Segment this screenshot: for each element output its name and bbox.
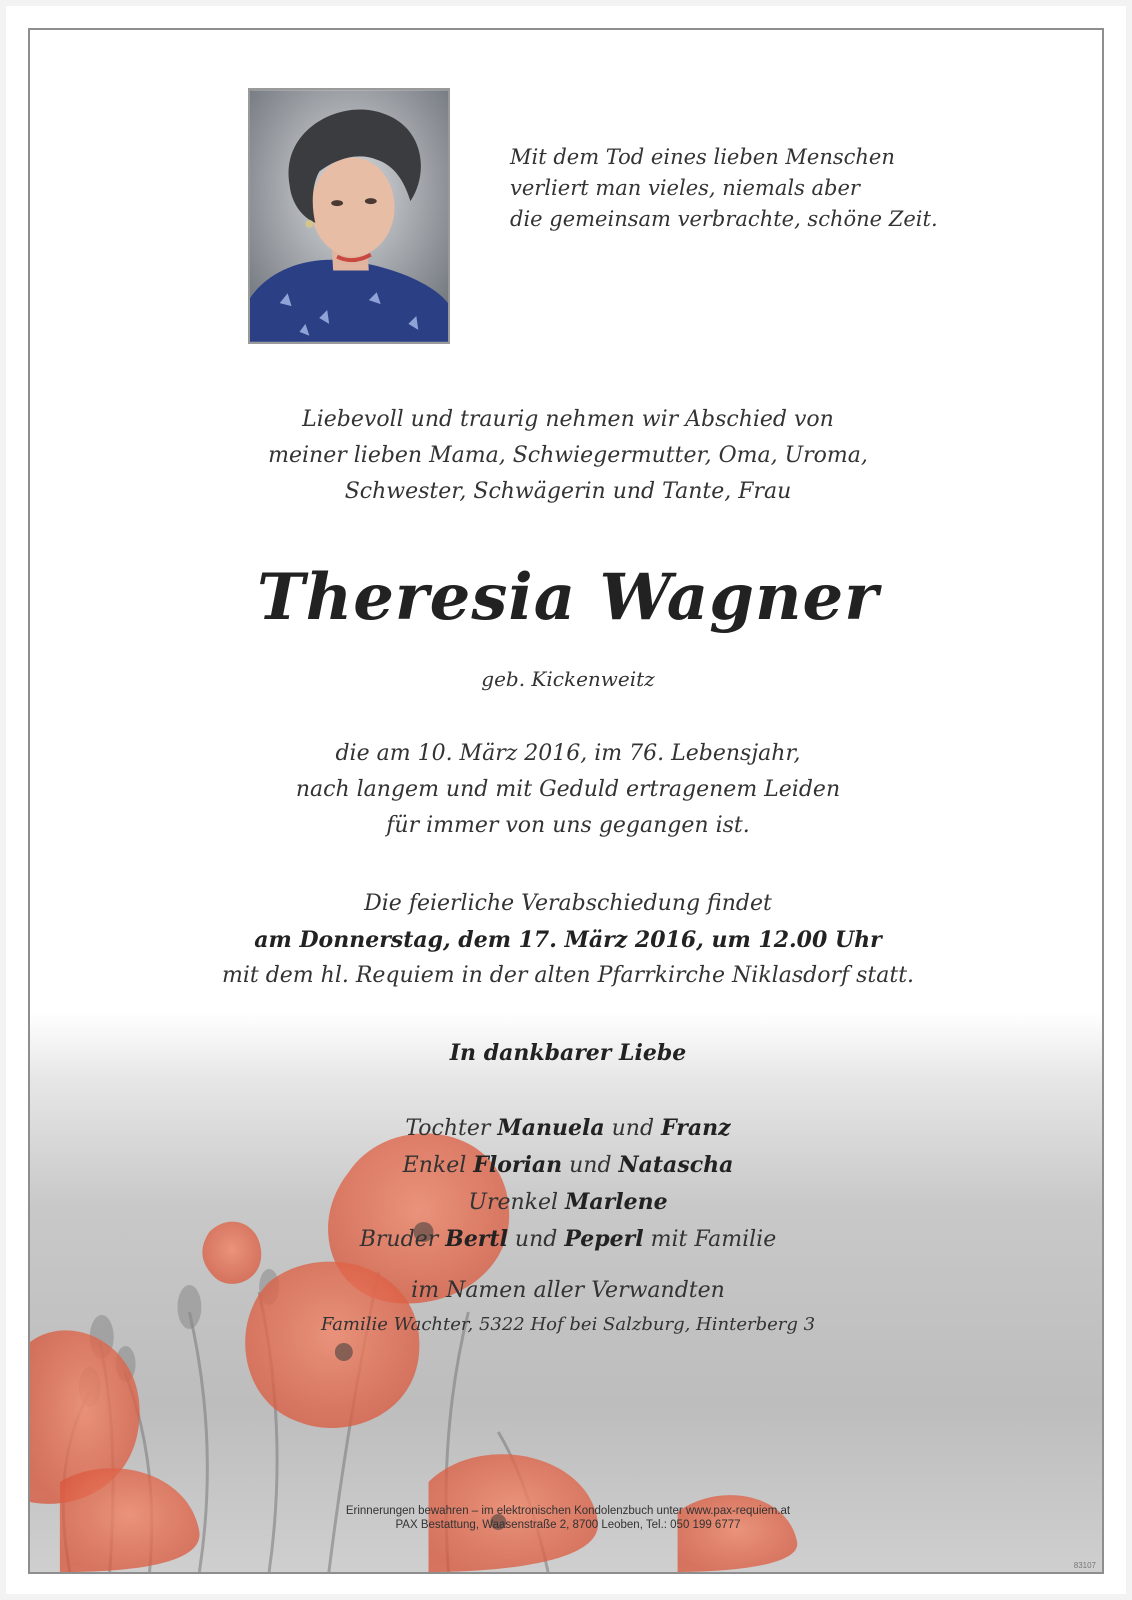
birth-name: geb. Kickenweitz <box>481 667 655 691</box>
obituary-page <box>6 6 1126 1594</box>
death-notice <box>30 736 1104 844</box>
family-member: Bertl <box>445 1226 508 1252</box>
funeral-date: am Donnerstag, dem 17. März 2016, um 12.00 Uhr <box>254 927 882 953</box>
memorial-poem <box>510 142 938 235</box>
poem-line: die gemeinsam verbrachte, schöne Zeit. <box>510 207 938 231</box>
family-row <box>30 1110 1104 1147</box>
poem-line: verliert man vieles, niemals aber <box>510 176 860 200</box>
family-row <box>30 1184 1104 1221</box>
document-code: 83107 <box>1073 1561 1096 1570</box>
suffix: mit Familie <box>643 1227 777 1252</box>
family-row <box>30 1147 1104 1184</box>
relatives-line: im Namen aller Verwandten <box>411 1278 725 1303</box>
footer-condolence-line: Erinnerungen bewahren – im elektronischen Kondolenzbuch unter www.pax-requiem.at <box>345 1505 791 1517</box>
intro-line: Schwester, Schwägerin und Tante, Frau <box>344 479 792 504</box>
family-list <box>30 1110 1104 1258</box>
connector: und <box>604 1116 662 1141</box>
funeral-details <box>30 886 1104 994</box>
relation: Bruder <box>359 1227 446 1252</box>
relation: Tochter <box>405 1116 498 1141</box>
deceased-name: Theresia Wagner <box>257 560 879 635</box>
funeral-line: Die feierliche Verabschiedung findet <box>364 891 772 916</box>
farewell-intro <box>30 402 1104 510</box>
intro-line: meiner lieben Mama, Schwiegermutter, Oma, Uroma, <box>268 443 868 468</box>
family-member: Peperl <box>564 1226 644 1252</box>
portrait-photo <box>248 88 450 344</box>
connector: und <box>507 1227 565 1252</box>
family-member: Natascha <box>618 1152 734 1178</box>
intro-line: Liebevoll und traurig nehmen wir Abschied von <box>302 407 834 432</box>
family-member: Marlene <box>565 1189 668 1215</box>
death-line: nach langem und mit Geduld ertragenem Leiden <box>295 777 841 802</box>
footer <box>30 1504 1104 1532</box>
portrait-image <box>250 90 448 342</box>
family-member: Manuela <box>497 1115 605 1141</box>
footer-company-line: PAX Bestattung, Waasenstraße 2, 8700 Leoben, Tel.: 050 199 6777 <box>395 1519 741 1531</box>
poem-line: Mit dem Tod eines lieben Menschen <box>510 145 895 169</box>
family-row <box>30 1221 1104 1258</box>
contact-address: Familie Wachter, 5322 Hof bei Salzburg, Hinterberg 3 <box>320 1314 816 1335</box>
thanks-heading: In dankbarer Liebe <box>449 1040 687 1066</box>
relation: Enkel <box>402 1153 474 1178</box>
family-member: Franz <box>661 1115 731 1141</box>
family-member: Florian <box>473 1152 563 1178</box>
relation: Urenkel <box>468 1190 566 1215</box>
death-line: die am 10. März 2016, im 76. Lebensjahr, <box>335 741 801 766</box>
funeral-location: mit dem hl. Requiem in der alten Pfarrkirche Niklasdorf statt. <box>221 963 915 988</box>
connector: und <box>562 1153 619 1178</box>
page-frame <box>28 28 1104 1574</box>
death-line: für immer von uns gegangen ist. <box>386 813 750 838</box>
